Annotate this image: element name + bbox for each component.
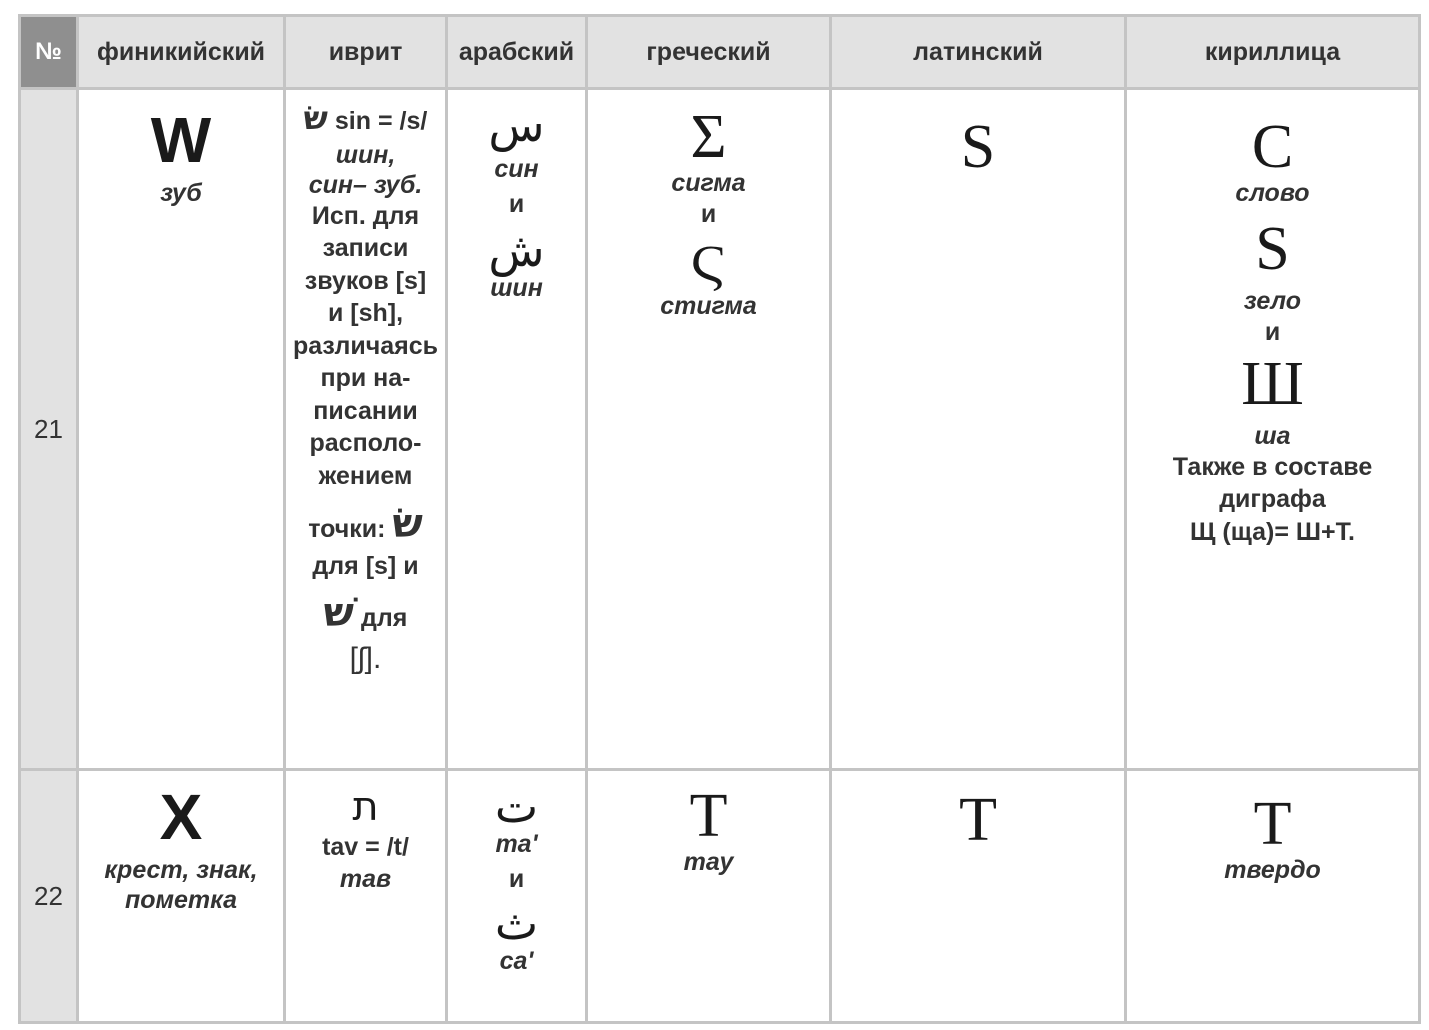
hebrew-desc-8: располо- bbox=[309, 429, 422, 458]
arabic-glyph-sin: س bbox=[488, 98, 545, 152]
header-latin: латинский bbox=[831, 16, 1126, 89]
hebrew-tav-name: тав bbox=[339, 864, 392, 893]
hebrew-intro-text: sin = /s/ bbox=[334, 107, 428, 135]
hebrew-for-s: для [s] и bbox=[312, 552, 419, 581]
cyrillic-name-slovo: слово bbox=[1235, 179, 1310, 207]
phoenician-meaning: зуб bbox=[160, 179, 202, 207]
header-row bbox=[20, 16, 1420, 89]
greek-glyph-stigma: Ϛ bbox=[691, 235, 726, 293]
arabic-glyph-tha: ث bbox=[494, 895, 539, 950]
latin-glyph-s: S bbox=[960, 113, 996, 181]
row-number: 22 bbox=[20, 770, 78, 1023]
arabic-name-ta: та' bbox=[495, 830, 538, 858]
header-hebrew: иврит bbox=[285, 16, 447, 89]
greek-glyph-tau: Т bbox=[689, 782, 728, 850]
table-row bbox=[20, 89, 1420, 770]
hebrew-for-sh: для bbox=[360, 603, 408, 632]
phoenician-cell bbox=[78, 770, 285, 1023]
cyrillic-name-zelo: зело bbox=[1243, 287, 1302, 315]
alphabet-table bbox=[18, 14, 1421, 1024]
greek-name-tau: тау bbox=[683, 848, 734, 876]
greek-name-sigma: сигма bbox=[671, 169, 746, 197]
cyrillic-name-tverdo: твердо bbox=[1224, 856, 1321, 884]
cyrillic-glyph-sha: Ш bbox=[1241, 349, 1304, 418]
header-greek: греческий bbox=[587, 16, 831, 89]
latin-cell bbox=[831, 89, 1126, 770]
latin-glyph-t: T bbox=[959, 786, 997, 854]
hebrew-desc-4: и [sh], bbox=[327, 299, 404, 328]
hebrew-intro bbox=[286, 98, 445, 140]
arabic-glyph-shin: ش bbox=[488, 222, 545, 277]
cyrillic-name-sha: ша bbox=[1254, 421, 1291, 450]
arabic-name-tha: са' bbox=[499, 946, 534, 975]
cyrillic-note-3: Щ (ща)= Ш+Т. bbox=[1189, 517, 1356, 546]
hebrew-desc-2: записи bbox=[322, 234, 409, 263]
hebrew-name: шин, bbox=[335, 140, 396, 169]
latin-cell bbox=[831, 770, 1126, 1023]
greek-cell bbox=[587, 770, 831, 1023]
hebrew-desc-5: различаясь bbox=[292, 331, 439, 360]
hebrew-dots bbox=[286, 498, 445, 550]
cyrillic-note-2: диграфа bbox=[1219, 485, 1326, 513]
hebrew-desc-1: Исп. для bbox=[311, 201, 420, 230]
arabic-cell bbox=[447, 89, 587, 770]
hebrew-dots-label: точки: bbox=[308, 515, 386, 544]
hebrew-desc-3: звуков [s] bbox=[304, 266, 427, 295]
phoenician-cell bbox=[78, 89, 285, 770]
greek-cell bbox=[587, 89, 831, 770]
arabic-glyph-ta: ت bbox=[494, 779, 539, 833]
hebrew-name-meaning: син– зуб. bbox=[308, 170, 423, 199]
cyrillic-cell bbox=[1126, 770, 1420, 1023]
arabic-name-shin: шин bbox=[490, 273, 543, 302]
hebrew-cell bbox=[285, 770, 447, 1023]
hebrew-tav-glyph: ת bbox=[352, 784, 379, 830]
hebrew-sh-ipa: [ʃ]. bbox=[349, 641, 382, 675]
arabic-and: и bbox=[508, 190, 525, 218]
phoenician-meaning-1: крест, знак, bbox=[104, 856, 258, 884]
phoenician-meaning-2: пометка bbox=[124, 886, 238, 914]
arabic-cell bbox=[447, 770, 587, 1023]
phoenician-glyph: W bbox=[150, 104, 212, 176]
cyrillic-cell bbox=[1126, 89, 1420, 770]
arabic-and: и bbox=[508, 865, 525, 893]
hebrew-shin-glyph: שׂ bbox=[303, 99, 328, 137]
greek-glyph-sigma: Σ bbox=[690, 103, 727, 171]
hebrew-shin-dot-glyph: שׁ bbox=[323, 589, 355, 636]
hebrew-desc-7: писании bbox=[313, 396, 418, 425]
cyrillic-and: и bbox=[1264, 318, 1281, 346]
hebrew-tav-text: tav = /t/ bbox=[322, 833, 409, 861]
cyrillic-glyph-zelo: S bbox=[1255, 215, 1290, 283]
greek-name-stigma: стигма bbox=[660, 291, 757, 320]
hebrew-sin-glyph: שׂ bbox=[392, 501, 423, 548]
greek-and: и bbox=[700, 200, 717, 228]
cyrillic-note-1: Также в составе bbox=[1172, 452, 1373, 481]
arabic-name-sin: син bbox=[494, 155, 539, 183]
hebrew-desc-9: жением bbox=[318, 461, 413, 490]
header-arabic: арабский bbox=[447, 16, 587, 89]
header-number: № bbox=[20, 16, 78, 89]
hebrew-desc-6: при на- bbox=[320, 364, 411, 393]
hebrew-cell bbox=[285, 89, 447, 770]
cyrillic-glyph-slovo: С bbox=[1251, 113, 1294, 181]
table-row bbox=[20, 770, 1420, 1023]
cyrillic-glyph-tverdo: Т bbox=[1253, 790, 1292, 858]
row-number: 21 bbox=[20, 89, 78, 770]
header-cyrillic: кириллица bbox=[1126, 16, 1420, 89]
hebrew-for-sh-line bbox=[286, 587, 445, 639]
header-phoenician: финикийский bbox=[78, 16, 285, 89]
phoenician-glyph: X bbox=[159, 781, 203, 853]
